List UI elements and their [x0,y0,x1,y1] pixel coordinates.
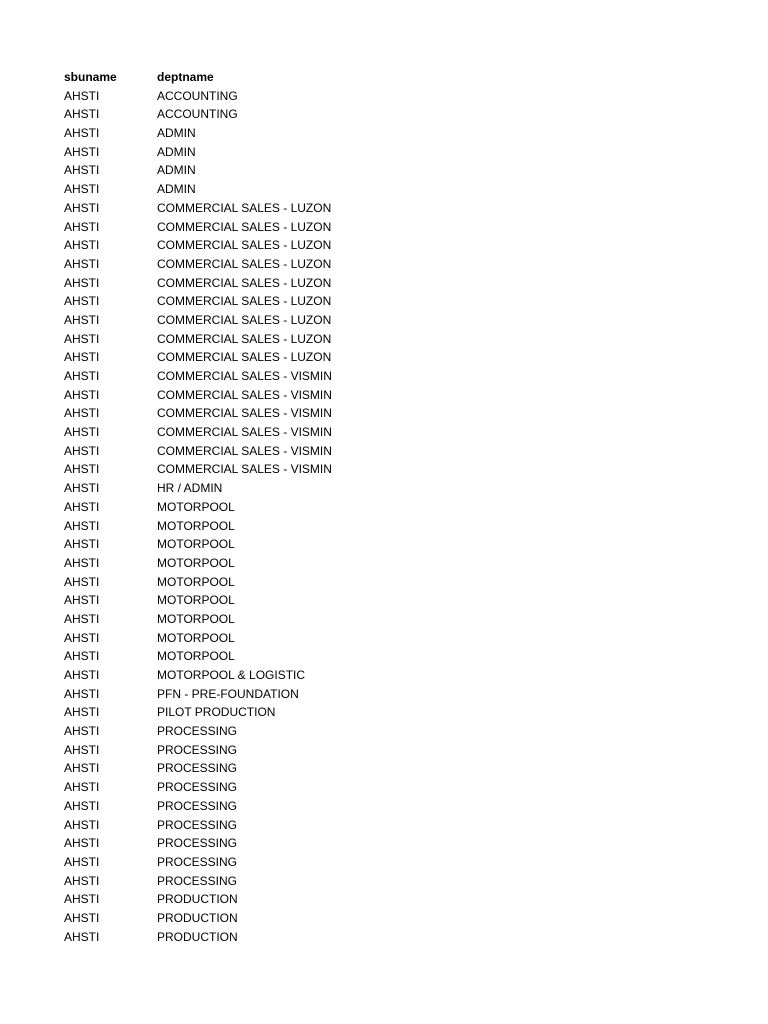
table-row [64,292,457,311]
table-row [64,423,457,442]
table-row [64,199,457,218]
cell-sbuname: AHSTI [64,331,100,346]
table-row [64,386,457,405]
table-header-row [64,68,457,87]
table-row [64,573,457,592]
cell-sbuname: AHSTI [64,929,100,944]
cell-sbuname: AHSTI [64,873,100,888]
table-row [64,105,457,124]
cell-deptname: PROCESSING [157,836,238,851]
cell-deptname: PILOT PRODUCTION [157,705,276,720]
cell-sbuname: AHSTI [64,200,100,215]
cell-sbuname: AHSTI [64,686,100,701]
cell-deptname: COMMERCIAL SALES - LUZON [157,219,332,234]
column-header-sbuname: sbuname [64,70,117,84]
table-row [64,348,457,367]
table-row [64,460,457,479]
cell-deptname: PROCESSING [157,798,238,813]
cell-sbuname: AHSTI [64,126,100,141]
table-row [64,629,457,648]
cell-deptname: COMMERCIAL SALES - VISMIN [157,369,332,383]
table-row [64,928,457,947]
cell-deptname: PROCESSING [157,854,238,869]
cell-deptname: COMMERCIAL SALES - VISMIN [157,387,332,402]
cell-sbuname: AHSTI [64,817,100,832]
table-row [64,498,457,517]
cell-deptname: COMMERCIAL SALES - VISMIN [157,462,332,477]
cell-sbuname: AHSTI [64,256,100,271]
table-row [64,666,457,685]
table-row [64,180,457,199]
cell-sbuname: AHSTI [64,630,100,645]
cell-deptname: PROCESSING [157,761,238,776]
cell-deptname: PROCESSING [157,780,238,795]
cell-sbuname: AHSTI [64,854,100,869]
cell-deptname: COMMERCIAL SALES - VISMIN [157,443,332,458]
table-row [64,591,457,610]
cell-deptname: PRODUCTION [157,929,238,944]
cell-deptname: MOTORPOOL [157,518,235,533]
table-row [64,517,457,536]
cell-deptname: COMMERCIAL SALES - VISMIN [157,406,332,421]
cell-sbuname: AHSTI [64,88,100,103]
table-row [64,759,457,778]
cell-sbuname: AHSTI [64,238,100,253]
table-row [64,554,457,573]
table-row [64,161,457,180]
cell-sbuname: AHSTI [64,350,100,365]
cell-deptname: ADMIN [157,163,196,178]
cell-sbuname: AHSTI [64,780,100,795]
cell-sbuname: AHSTI [64,668,100,682]
cell-deptname: MOTORPOOL [157,499,235,514]
cell-sbuname: AHSTI [64,481,100,496]
cell-deptname: MOTORPOOL [157,630,235,645]
cell-sbuname: AHSTI [64,499,100,514]
table-row [64,367,457,386]
cell-deptname: MOTORPOOL [157,574,235,589]
cell-sbuname: AHSTI [64,649,100,664]
table-row [64,853,457,872]
cell-deptname: MOTORPOOL [157,555,235,570]
table-row [64,685,457,704]
cell-deptname: ADMIN [157,182,196,197]
cell-sbuname: AHSTI [64,107,100,122]
table-row [64,816,457,835]
table-row [64,87,457,106]
cell-deptname: COMMERCIAL SALES - LUZON [157,312,332,327]
cell-deptname: PRODUCTION [157,892,238,907]
table-row [64,218,457,237]
cell-sbuname: AHSTI [64,369,100,383]
table-row [64,890,457,909]
cell-sbuname: AHSTI [64,294,100,309]
cell-deptname: COMMERCIAL SALES - LUZON [157,200,332,215]
cell-sbuname: AHSTI [64,892,100,907]
cell-deptname: PFN - PRE-FOUNDATION [157,686,299,701]
cell-deptname: PROCESSING [157,873,238,888]
cell-sbuname: AHSTI [64,462,100,477]
cell-sbuname: AHSTI [64,798,100,813]
table-row [64,274,457,293]
cell-deptname: COMMERCIAL SALES - LUZON [157,294,332,309]
cell-sbuname: AHSTI [64,593,100,608]
cell-sbuname: AHSTI [64,742,100,757]
table-row [64,311,457,330]
cell-sbuname: AHSTI [64,574,100,589]
cell-sbuname: AHSTI [64,182,100,197]
cell-sbuname: AHSTI [64,836,100,851]
table-row [64,872,457,891]
cell-deptname: MOTORPOOL [157,593,235,608]
cell-sbuname: AHSTI [64,312,100,327]
cell-deptname: COMMERCIAL SALES - LUZON [157,350,332,365]
table-row [64,255,457,274]
cell-deptname: COMMERCIAL SALES - LUZON [157,331,332,346]
table-row [64,236,457,255]
cell-sbuname: AHSTI [64,163,100,178]
cell-deptname: ACCOUNTING [157,107,238,122]
table-row [64,535,457,554]
cell-deptname: PROCESSING [157,742,238,757]
cell-deptname: PRODUCTION [157,910,238,925]
cell-deptname: MOTORPOOL [157,611,235,626]
column-header-deptname: deptname [157,70,214,84]
cell-sbuname: AHSTI [64,275,100,290]
cell-sbuname: AHSTI [64,144,100,159]
cell-deptname: COMMERCIAL SALES - VISMIN [157,425,332,440]
cell-sbuname: AHSTI [64,555,100,570]
cell-deptname: MOTORPOOL [157,649,235,664]
cell-sbuname: AHSTI [64,761,100,776]
cell-sbuname: AHSTI [64,705,100,720]
table-row [64,479,457,498]
data-table [64,68,457,946]
cell-deptname: ACCOUNTING [157,88,238,103]
cell-deptname: COMMERCIAL SALES - LUZON [157,275,332,290]
cell-sbuname: AHSTI [64,724,100,739]
cell-sbuname: AHSTI [64,406,100,421]
cell-sbuname: AHSTI [64,518,100,533]
table-row [64,647,457,666]
table-row [64,610,457,629]
cell-sbuname: AHSTI [64,611,100,626]
cell-deptname: HR / ADMIN [157,481,223,496]
table-row [64,797,457,816]
table-row [64,143,457,162]
cell-deptname: ADMIN [157,126,196,141]
table-row [64,404,457,423]
cell-sbuname: AHSTI [64,910,100,925]
table-row [64,703,457,722]
cell-sbuname: AHSTI [64,425,100,440]
cell-deptname: PROCESSING [157,724,238,739]
table-row [64,722,457,741]
cell-sbuname: AHSTI [64,537,100,552]
table-row [64,442,457,461]
cell-deptname: ADMIN [157,144,196,159]
cell-sbuname: AHSTI [64,387,100,402]
cell-sbuname: AHSTI [64,443,100,458]
cell-deptname: MOTORPOOL [157,537,235,552]
cell-deptname: MOTORPOOL & LOGISTIC [157,668,306,682]
table-row [64,778,457,797]
cell-deptname: PROCESSING [157,817,238,832]
table-row [64,124,457,143]
table-row [64,909,457,928]
cell-sbuname: AHSTI [64,219,100,234]
table-body [64,87,457,947]
table-row [64,330,457,349]
cell-deptname: COMMERCIAL SALES - LUZON [157,256,332,271]
cell-deptname: COMMERCIAL SALES - LUZON [157,238,332,253]
table-row [64,741,457,760]
table-row [64,834,457,853]
